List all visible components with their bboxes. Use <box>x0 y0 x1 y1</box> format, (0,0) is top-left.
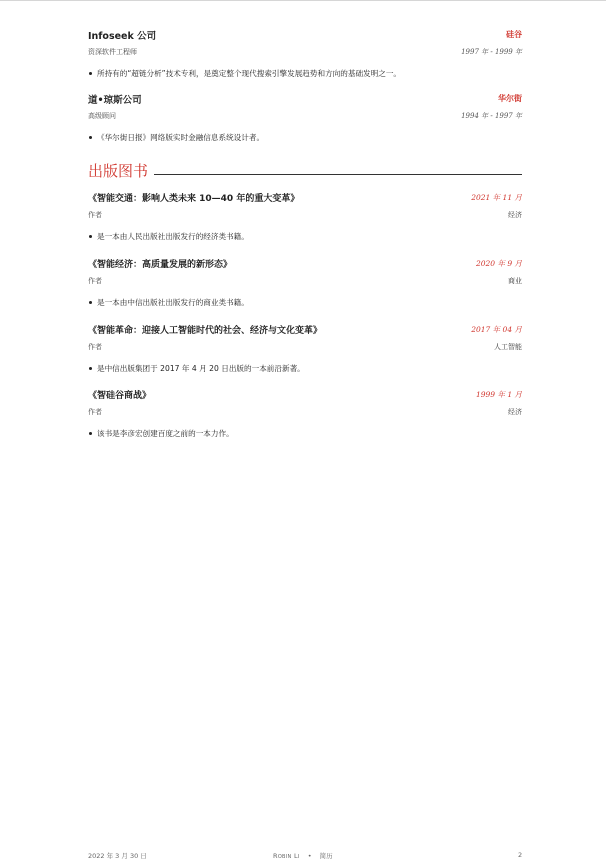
bullet-text: 是一本由中信出版社出版发行的商业类书籍。 <box>97 298 249 307</box>
footer-center <box>273 851 333 860</box>
book-title: 《智硅谷商战》 <box>88 391 152 401</box>
bullet-dot-icon <box>89 301 92 304</box>
book-category: 人工智能 <box>494 343 522 351</box>
job-date: 1997 年 - 1999 年 <box>461 48 522 56</box>
book-category: 商业 <box>508 277 522 285</box>
bullet-text: 是中信出版集团于 2017 年 4 月 20 日出版的一本前沿新著。 <box>97 364 305 373</box>
book-date: 2020 年 9 月 <box>475 259 522 268</box>
company-name: 道•琼斯公司 <box>88 95 142 106</box>
book-date: 2021 年 11 月 <box>471 193 522 202</box>
bullet-text: 是一本由人民出版社出版发行的经济类书籍。 <box>97 232 249 241</box>
footer-separator: • <box>307 852 312 860</box>
entry-bullet <box>88 297 249 308</box>
book-category: 经济 <box>508 408 522 416</box>
section-title: 出版图书 <box>88 162 149 180</box>
book-role: 作者 <box>88 277 102 285</box>
footer-date: 2022 年 3 月 30 日 <box>88 852 147 860</box>
bullet-dot-icon <box>89 367 92 370</box>
bullet-text: 该书是李彦宏创建百度之前的一本力作。 <box>97 429 234 438</box>
book-title: 《智能革命：迎接人工智能时代的社会、经济与文化变革》 <box>88 326 323 336</box>
bullet-dot-icon <box>89 235 92 238</box>
book-role: 作者 <box>88 408 102 416</box>
bullet-text: 所持有的“超链分析”技术专利，是奠定整个现代搜索引擎发展趋势和方向的基础发明之一。 <box>97 69 402 78</box>
bullet-dot-icon <box>89 432 92 435</box>
entry-bullet <box>88 231 249 242</box>
company-name: Infoseek 公司 <box>88 31 157 42</box>
entry-bullet <box>88 132 264 143</box>
book-date: 2017 年 04 月 <box>471 325 522 334</box>
company-location: 硅谷 <box>506 29 522 39</box>
bullet-text: 《华尔街日报》网络版实时金融信息系统设计者。 <box>97 133 265 142</box>
book-role: 作者 <box>88 211 102 219</box>
section-heading-books <box>88 161 522 181</box>
job-role: 资深软件工程师 <box>88 48 137 56</box>
entry-bullet <box>88 428 234 439</box>
bullet-dot-icon <box>89 136 92 139</box>
book-category: 经济 <box>508 211 522 219</box>
book-title: 《智能交通：影响人类未来 10—40 年的重大变革》 <box>88 194 300 204</box>
footer-name: Robin Li <box>273 852 300 860</box>
footer-doc-label: 简历 <box>319 852 333 860</box>
job-date: 1994 年 - 1997 年 <box>461 112 522 120</box>
section-rule <box>154 174 522 175</box>
bullet-dot-icon <box>89 72 92 75</box>
entry-bullet <box>88 363 305 374</box>
book-role: 作者 <box>88 343 102 351</box>
page-number: 2 <box>518 851 523 859</box>
job-role: 高级顾问 <box>88 112 116 120</box>
company-location: 华尔街 <box>498 93 522 103</box>
page-top-rule <box>0 0 606 1</box>
book-date: 1999 年 1 月 <box>475 390 522 399</box>
book-title: 《智能经济：高质量发展的新形态》 <box>88 260 233 270</box>
entry-bullet <box>88 68 401 79</box>
